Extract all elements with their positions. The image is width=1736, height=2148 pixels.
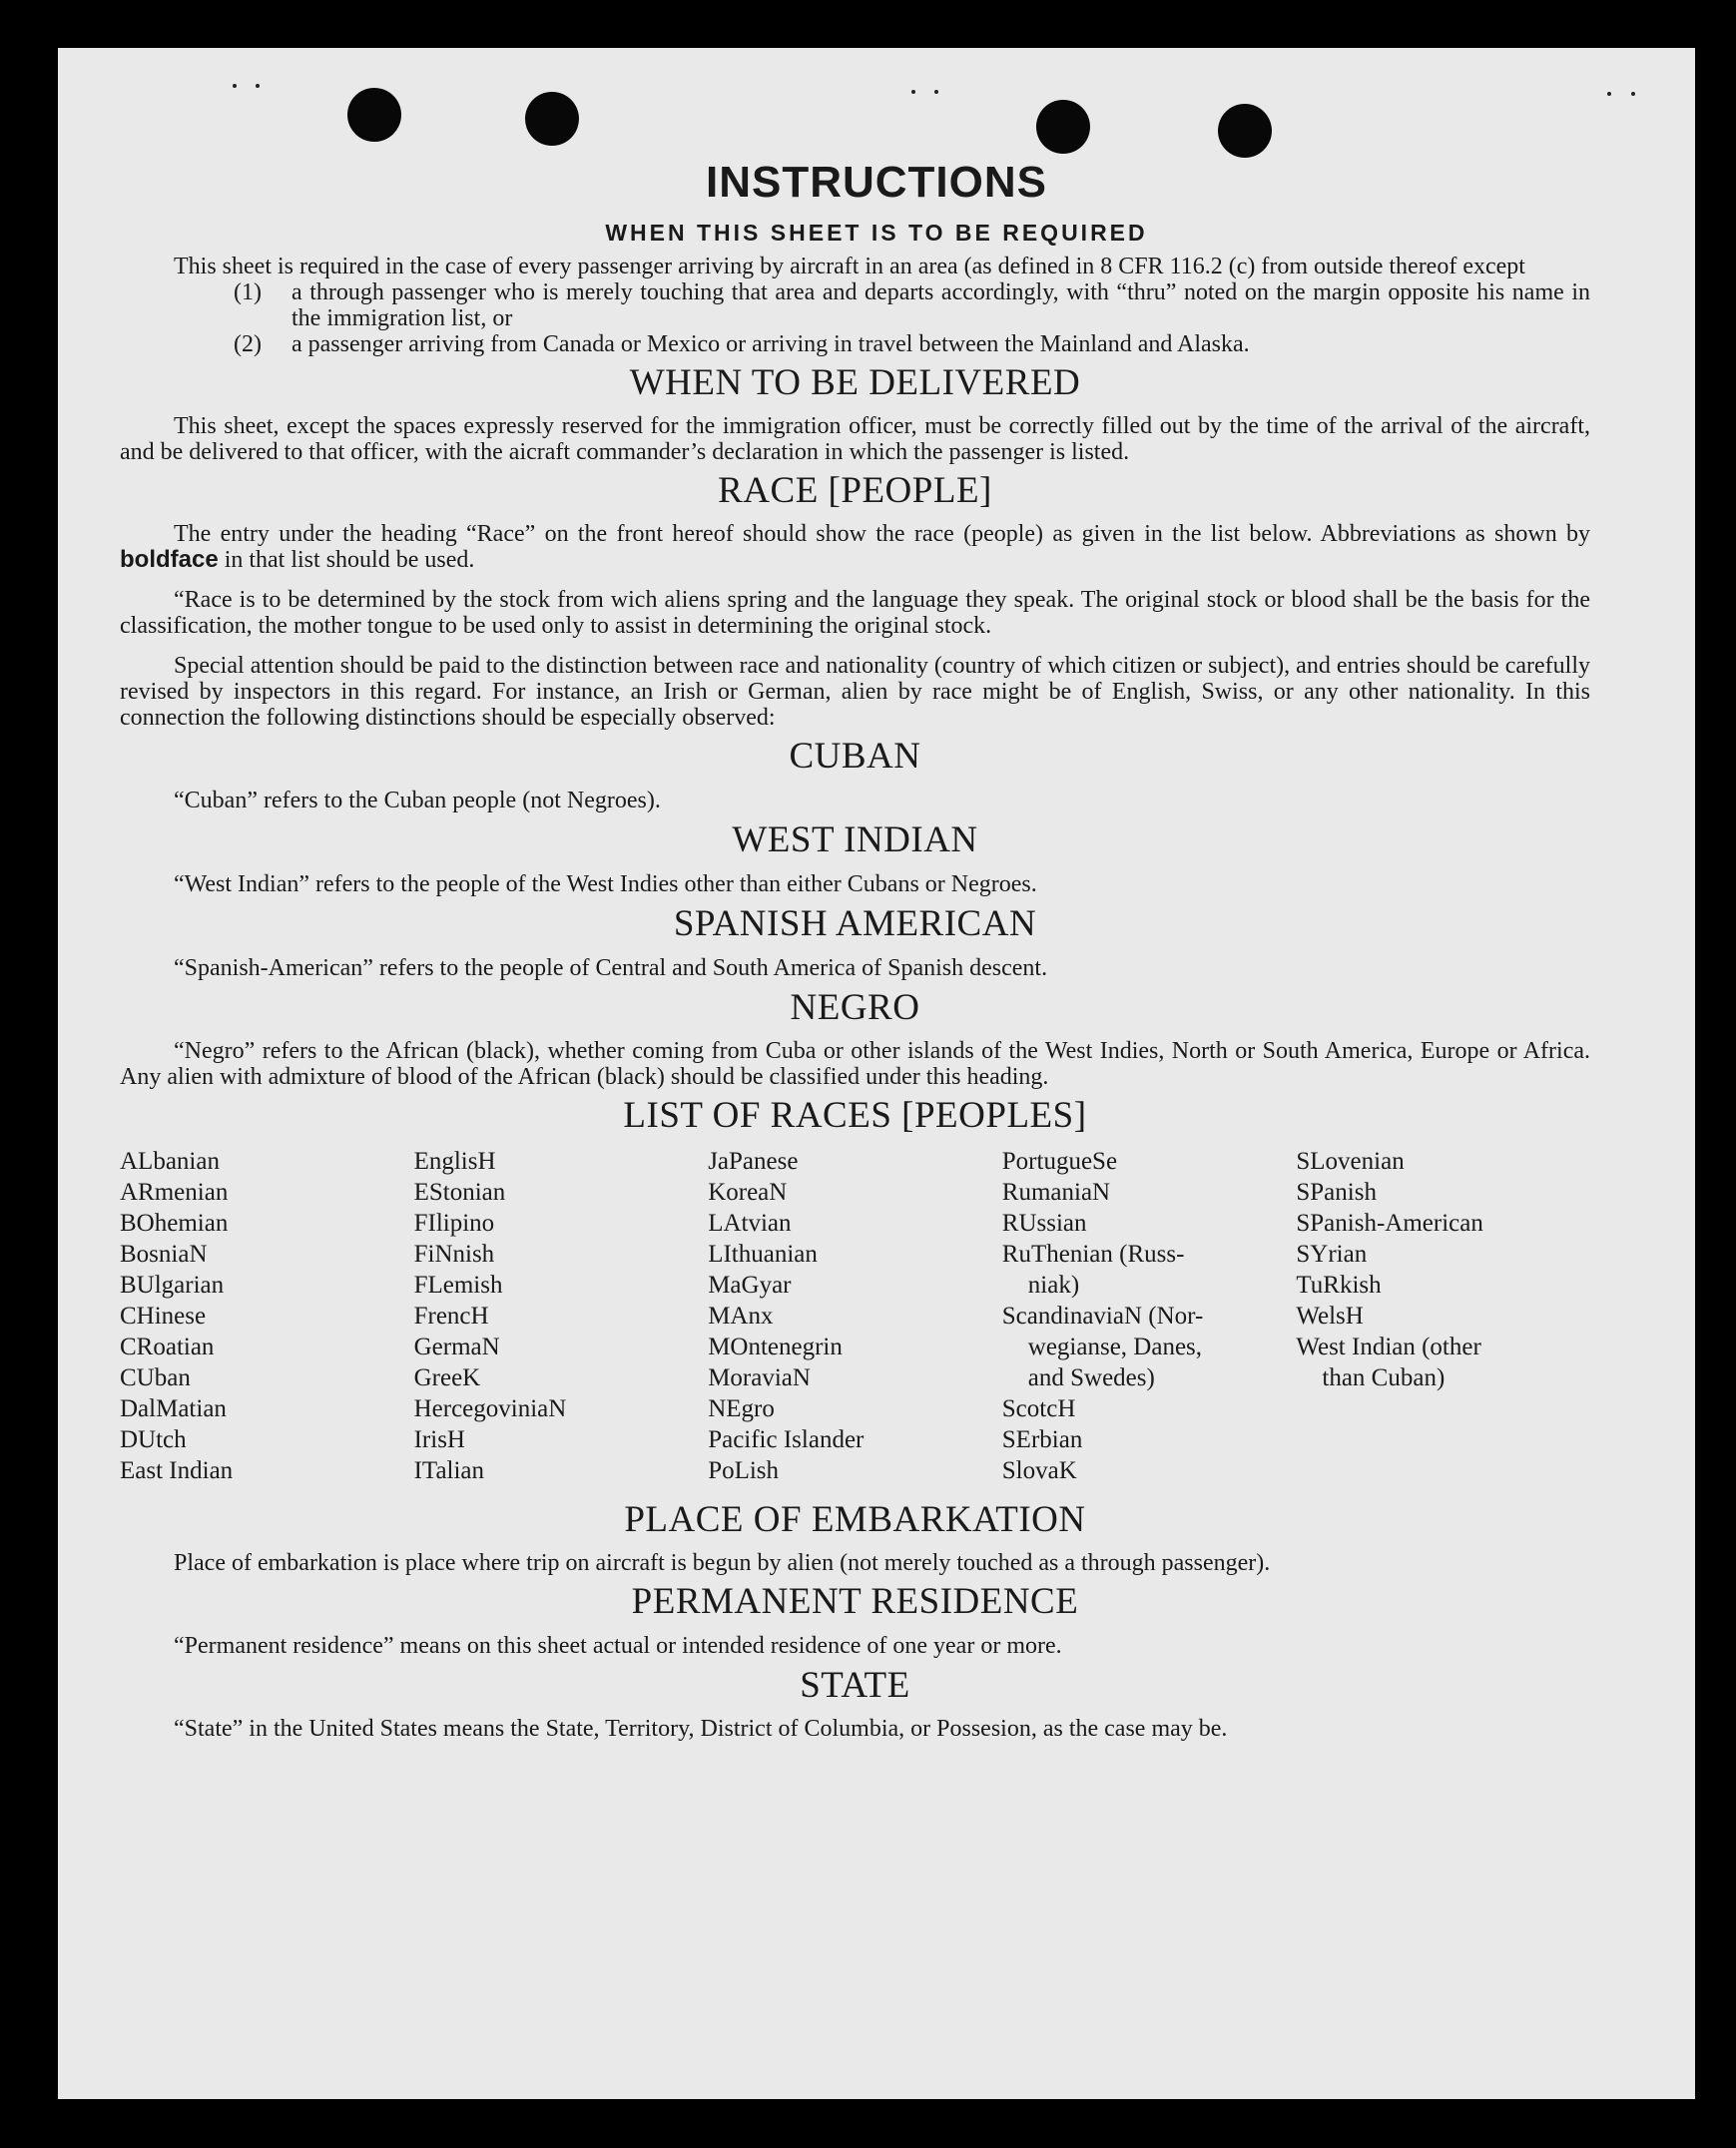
race-entry: CHinese [120,1303,207,1330]
race-entry: LAtvian [708,1210,792,1237]
race-text: The entry under the heading “Race” on the front hereof should show the race (people) as given in the list below. Abbreviations as shown by [174,521,1590,547]
race-entry: SErbian [1001,1426,1083,1453]
race-text: in that list should be used. [218,547,475,573]
race-entry: wegianse, Danes, [1027,1334,1203,1360]
race-entry: MOntenegrin [708,1334,843,1360]
required-intro: This sheet is required in the case of every passenger arriving by aircraft in an area (as defined in 8 CFR 116.2 (c) from outside thereof except [174,254,1525,279]
exception-number: (2) [234,331,262,357]
boldface-word: boldface [120,546,219,573]
race-entry: RuThenian (Russ- [1001,1241,1185,1268]
race-entry: FIlipino [413,1210,495,1237]
race-entry: EnglisH [413,1148,496,1175]
race-entry: CUban [120,1364,191,1391]
race-entry: IrisH [413,1426,465,1453]
heading-spanish-american: SPANISH AMERICAN [673,903,1037,944]
race-entry: WelsH [1296,1303,1364,1330]
punch-hole-3 [1036,100,1090,154]
heading-west-indian: WEST INDIAN [732,819,978,860]
race-entry: NEgro [708,1395,775,1422]
exception-item [234,331,1590,357]
race-entry: DalMatian [120,1395,227,1422]
punch-hole-4 [1218,104,1272,158]
race-column [1296,1146,1590,1486]
heading-list-of-races: LIST OF RACES [PEOPLES] [623,1095,1087,1136]
race-column [120,1146,414,1486]
race-paragraph-2: “Race is to be determined by the stock from wich aliens spring and the language they speak. The original stock or blood shall be the basis for the classification, the mother tongue to be used only to assist in determining the original stock. [120,587,1590,639]
instructions-body [120,254,1590,1742]
race-paragraph-3: Special attention should be paid to the distinction between race and nationality (country of which citizen or subject), and entries should be carefully revised by inspectors in this regard. For instance, an Irish or German, alien by race might be of English, Swiss, or any other nationality. In this connection the following distinctions should be especially observed: [120,653,1590,731]
speck [256,84,260,88]
punch-hole-2 [525,92,579,146]
race-entry: SLovenian [1296,1148,1405,1175]
west-indian-text: “West Indian” refers to the people of the West Indies other than either Cubans or Negroes. [174,871,1037,897]
race-entry: LIthuanian [708,1241,818,1268]
race-entry: Pacific Islander [708,1426,865,1453]
race-column [708,1146,1002,1486]
race-entry: West Indian (other [1296,1334,1481,1360]
race-entry: ARmenian [120,1179,229,1206]
race-entry: MAnx [708,1303,774,1330]
speck [233,84,237,88]
document-sheet [58,48,1695,2099]
race-entry: EStonian [413,1179,506,1206]
race-entry: SPanish [1296,1179,1377,1206]
race-entry: ALbanian [120,1148,220,1175]
race-column [414,1146,709,1486]
exception-text: a through passenger who is merely touching that area and departs accordingly, with “thru” noted on the margin opposite his name in the immigration list, or [291,279,1590,331]
race-entry: BosniaN [120,1241,208,1268]
race-entry: SPanish-American [1296,1210,1483,1237]
heading-race: RACE [PEOPLE] [718,470,992,511]
race-entry: FrencH [413,1303,489,1330]
exception-item [234,279,1590,331]
punch-hole-1 [347,88,401,142]
exception-text: a passenger arriving from Canada or Mexico or arriving in travel between the Mainland and Alaska. [291,331,1250,357]
page-title: INSTRUCTIONS [706,158,1047,207]
race-entry: KoreaN [708,1179,788,1206]
race-entry: ITalian [413,1457,485,1484]
heading-place-of-embarkation: PLACE OF EMBARKATION [624,1499,1086,1540]
race-entry: SYrian [1296,1241,1368,1268]
delivered-text: This sheet, except the spaces expressly reserved for the immigration officer, must be correctly filled out by the time of the arrival of the aircraft, and be delivered to that officer, with the aicraft commander’s declaration in which the passenger is listed. [120,413,1590,465]
race-entry: PoLish [708,1457,780,1484]
race-entry: FLemish [413,1272,503,1299]
race-entry: RUssian [1001,1210,1087,1237]
speck [911,90,915,94]
race-entry: BOhemian [120,1210,229,1237]
race-list [120,1146,1590,1486]
race-entry: ScandinaviaN (Nor- [1001,1303,1204,1330]
page-subtitle: WHEN THIS SHEET IS TO BE REQUIRED [605,220,1148,246]
race-entry: ScotcH [1001,1395,1076,1422]
race-entry: TuRkish [1296,1272,1382,1299]
speck [934,90,938,94]
race-entry: FiNnish [413,1241,495,1268]
race-column [1002,1146,1297,1486]
race-entry: niak) [1027,1272,1080,1299]
residence-text: “Permanent residence” means on this sheet actual or intended residence of one year or more. [174,1633,1062,1659]
race-entry: DUtch [120,1426,187,1453]
race-entry: CRoatian [120,1334,215,1360]
race-entry: MoraviaN [708,1364,811,1391]
race-entry: MaGyar [708,1272,792,1299]
race-entry: BUlgarian [120,1272,225,1299]
race-entry: East Indian [120,1457,234,1484]
race-entry: and Swedes) [1027,1364,1155,1391]
exception-number: (1) [234,279,262,305]
race-entry: SlovaK [1001,1457,1077,1484]
race-entry: JaPanese [708,1148,799,1175]
race-entry: GermaN [413,1334,500,1360]
state-text: “State” in the United States means the State, Territory, District of Columbia, or Possesion, as the case may be. [174,1716,1228,1742]
race-paragraph-1 [120,521,1590,573]
speck [1631,92,1635,96]
race-entry: RumaniaN [1001,1179,1111,1206]
heading-state: STATE [800,1665,910,1706]
embarkation-text: Place of embarkation is place where trip on aircraft is begun by alien (not merely touched as a through passenger). [174,1550,1271,1576]
cuban-text: “Cuban” refers to the Cuban people (not Negroes). [174,788,661,813]
negro-text: “Negro” refers to the African (black), whether coming from Cuba or other islands of the West Indies, North or South America, Europe or Africa. Any alien with admixture of blood of the African (black) should be classified under this heading. [120,1038,1590,1090]
heading-negro: NEGRO [790,987,920,1028]
race-entry: GreeK [413,1364,481,1391]
heading-cuban: CUBAN [789,736,921,777]
race-entry: than Cuban) [1322,1364,1446,1391]
race-entry: PortugueSe [1001,1148,1118,1175]
race-entry: HercegoviniaN [413,1395,567,1422]
heading-when-delivered: WHEN TO BE DELIVERED [629,362,1081,403]
speck [1607,92,1611,96]
spanish-american-text: “Spanish-American” refers to the people of Central and South America of Spanish descent. [174,955,1048,981]
heading-permanent-residence: PERMANENT RESIDENCE [631,1581,1079,1622]
